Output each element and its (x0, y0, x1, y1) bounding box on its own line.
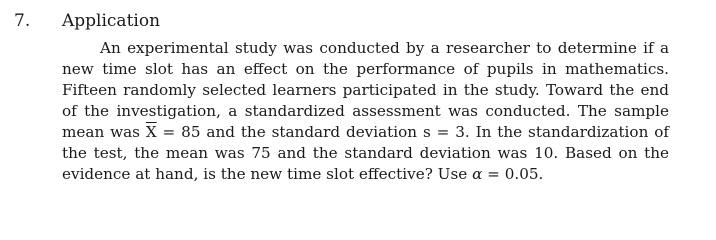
question-heading: Application (62, 11, 161, 31)
sample-mean-symbol: $\overline{X}$ (145, 123, 157, 141)
alpha-symbol: α (472, 165, 483, 183)
question-body (62, 38, 669, 185)
question-body-text-2: = 85 and the standard deviation s = 3. In the standardization of the test, the mean was 75 and the standard deviation was 10. Based on the evidence at hand, is the new time slot effective? Use (62, 123, 669, 183)
question-body-text-1: An experimental study was conducted by a researcher to determine if a new time slot has an effect on the performance of pupils in mathematics. Fifteen randomly selected learners participated in the study. Toward the end of the investigation, a standardized assessment was conducted. The sample mean was (62, 39, 669, 141)
question-number: 7. (14, 11, 31, 31)
question-body-text-3: = 0.05. (482, 165, 544, 183)
